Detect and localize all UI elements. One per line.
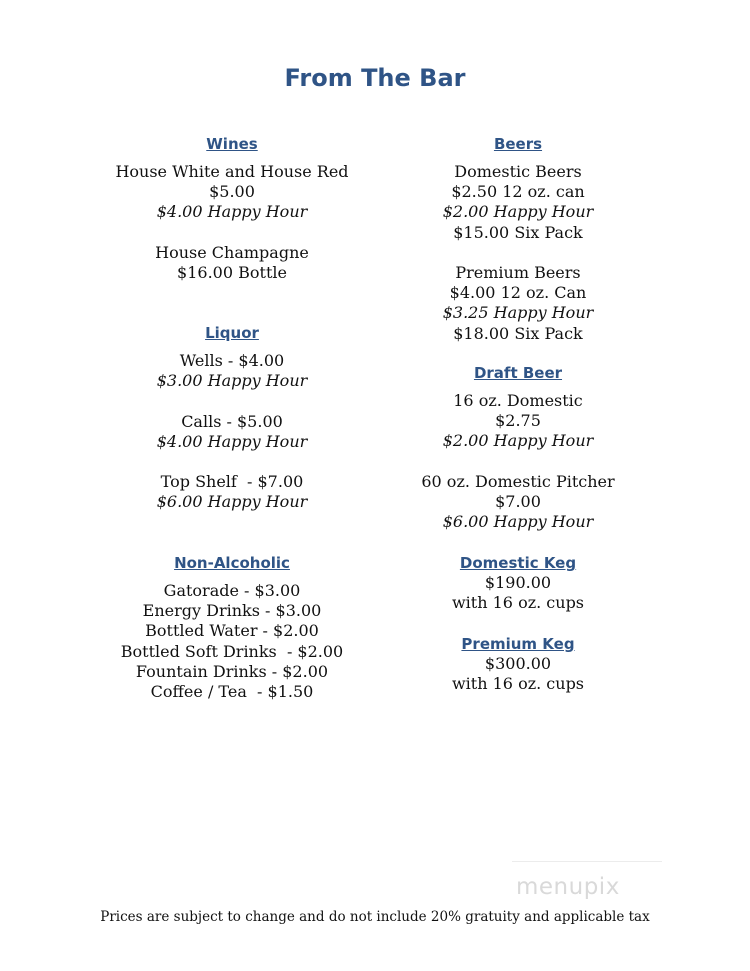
beers-line: $2.50 12 oz. can <box>451 182 585 202</box>
draft-beer-spacer <box>392 452 644 472</box>
liquor-list <box>106 351 358 513</box>
wines-line: $5.00 <box>209 182 255 202</box>
wines-line: $16.00 Bottle <box>177 263 287 283</box>
premium-keg-list <box>392 654 644 694</box>
non-alcoholic-line: Bottled Water - $2.00 <box>145 621 319 641</box>
liquor-line: Top Shelf - $7.00 <box>160 472 304 492</box>
domestic-keg-heading: Domestic Keg <box>459 554 577 572</box>
beers-list <box>392 162 644 344</box>
wines-line: House White and House Red <box>115 162 349 181</box>
non-alcoholic-line: Coffee / Tea - $1.50 <box>150 682 314 702</box>
liquor-spacer <box>106 391 358 411</box>
draft-beer-line: $6.00 Happy Hour <box>442 512 594 532</box>
draft-beer-line: 16 oz. Domestic <box>453 391 583 410</box>
liquor-line: $4.00 Happy Hour <box>156 431 308 451</box>
domestic-keg-line: with 16 oz. cups <box>451 593 585 613</box>
non-alcoholic-line: Energy Drinks - $3.00 <box>142 601 322 621</box>
beers-line: Premium Beers <box>455 263 581 283</box>
beers-line: $4.00 12 oz. Can <box>449 283 587 303</box>
non-alcoholic-line: Bottled Soft Drinks - $2.00 <box>120 641 344 661</box>
wines-line: House Champagne <box>155 242 309 262</box>
footer-note: Prices are subject to change and do not include 20% gratuity and applicable tax <box>100 909 650 925</box>
non-alcoholic-list <box>106 581 358 702</box>
domestic-keg-line: $190.00 <box>484 573 552 592</box>
wines-spacer <box>106 223 358 243</box>
liquor-line: $3.00 Happy Hour <box>156 371 308 391</box>
beers-line: $2.00 Happy Hour <box>442 202 594 222</box>
wines-line: $4.00 Happy Hour <box>156 202 308 222</box>
domestic-keg-list <box>392 573 644 613</box>
page-title: From The Bar <box>284 64 466 92</box>
liquor-heading: Liquor <box>205 324 259 342</box>
beers-line: $15.00 Six Pack <box>453 222 583 242</box>
beers-spacer <box>392 243 644 263</box>
beers-line: $18.00 Six Pack <box>453 323 583 343</box>
wines-heading: Wines <box>206 135 258 153</box>
premium-keg-heading: Premium Keg <box>461 635 575 653</box>
non-alcoholic-line: Gatorade - $3.00 <box>163 581 301 600</box>
premium-keg-line: with 16 oz. cups <box>451 674 585 694</box>
non-alcoholic-heading: Non-Alcoholic <box>174 554 290 572</box>
liquor-spacer <box>106 452 358 472</box>
beers-line: Domestic Beers <box>454 162 582 181</box>
wines-list <box>106 162 358 283</box>
draft-beer-line: $2.75 <box>495 411 541 431</box>
liquor-line: Calls - $5.00 <box>181 411 283 431</box>
non-alcoholic-line: Fountain Drinks - $2.00 <box>135 661 329 681</box>
liquor-line: Wells - $4.00 <box>179 351 285 370</box>
draft-beer-line: 60 oz. Domestic Pitcher <box>421 471 615 491</box>
liquor-line: $6.00 Happy Hour <box>156 492 308 512</box>
draft-beer-line: $2.00 Happy Hour <box>442 431 594 451</box>
draft-beer-heading: Draft Beer <box>473 364 563 382</box>
draft-beer-line: $7.00 <box>495 492 541 512</box>
menupix-watermark: menupix <box>516 874 620 900</box>
premium-keg-line: $300.00 <box>484 654 552 673</box>
beers-line: $3.25 Happy Hour <box>442 303 594 323</box>
beers-heading: Beers <box>493 135 543 153</box>
draft-beer-list <box>392 391 644 532</box>
watermark-divider <box>512 861 662 862</box>
